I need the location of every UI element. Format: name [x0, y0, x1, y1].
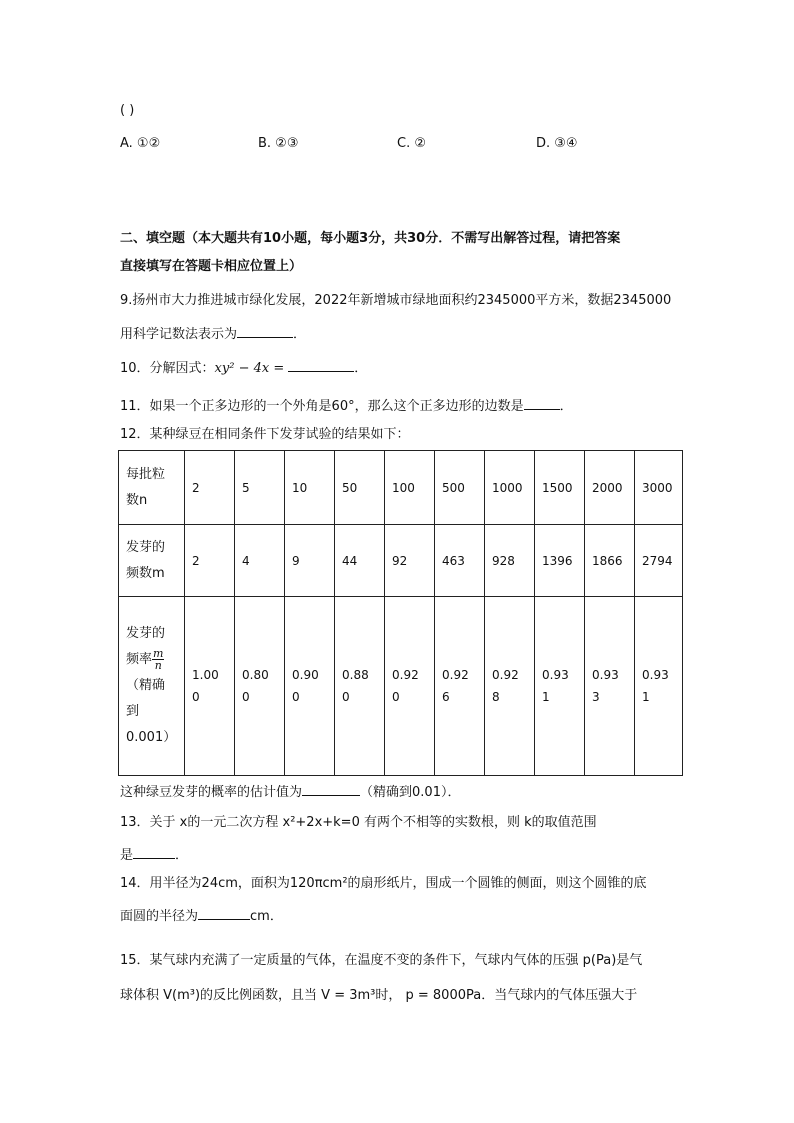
question-13-line2 — [120, 845, 188, 865]
table-cell: 3000 — [635, 451, 683, 525]
table-cell: 463 — [435, 525, 485, 597]
table-row-frequency — [119, 597, 683, 776]
fraction-denominator: n — [154, 659, 162, 672]
answer-blank — [288, 358, 354, 372]
table-row-m — [119, 525, 683, 597]
question-11-end: ． — [559, 399, 573, 414]
answer-blank — [302, 782, 360, 796]
table-cell: 2794 — [635, 525, 683, 597]
option-b: B. ②③ — [258, 136, 299, 151]
question-13-text: 是 — [120, 848, 134, 863]
table-cell: 44 — [335, 525, 385, 597]
table-cell: 1866 — [585, 525, 635, 597]
question-12-text: 这种绿豆发芽的概率的估计值为 — [120, 785, 303, 800]
table-cell — [235, 597, 285, 776]
cell-line: 0 — [192, 690, 200, 704]
cell-line: 0.93 — [592, 668, 619, 682]
table-cell — [285, 597, 335, 776]
table-cell: 92 — [385, 525, 435, 597]
question-15-line2: 球体积 V(m³)的反比例函数，且当 V = 3m³时， p = 8000Pa．当气球内的气体压强大于 — [120, 988, 638, 1003]
cell-line: 0.90 — [292, 668, 319, 682]
header-line: （精确 — [126, 678, 166, 693]
header-text: 频率 — [126, 652, 153, 667]
question-9-end: ． — [293, 327, 307, 342]
cell-line: 1 — [542, 690, 550, 704]
question-9-text: 用科学记数法表示为 — [120, 327, 238, 342]
cell-line: 0 — [392, 690, 400, 704]
cell-line: 0.80 — [242, 668, 269, 682]
question-13-end: ． — [175, 848, 189, 863]
table-cell — [635, 597, 683, 776]
question-11-text: 11．如果一个正多边形的一个外角是60°，那么这个正多边形的边数是 — [120, 399, 524, 414]
question-14-text: 面圆的半径为 — [120, 909, 199, 924]
cell-line: 0.93 — [642, 668, 669, 682]
question-8-bracket: ( ) — [120, 103, 135, 118]
table-cell: 1000 — [485, 451, 535, 525]
question-13-line1: 13．关于 x的一元二次方程 x²+2x+k=0 有两个不相等的实数根，则 k的取值范围 — [120, 815, 597, 830]
question-15-line1: 15．某气球内充满了一定质量的气体，在温度不变的条件下，气球内气体的压强 p(Pa)是气 — [120, 953, 643, 968]
answer-blank — [133, 845, 175, 859]
question-9-line2 — [120, 324, 306, 344]
cell-line: 0.92 — [492, 668, 519, 682]
answer-blank — [524, 396, 560, 410]
option-c: C. ② — [397, 136, 426, 151]
question-9-line1: 9.扬州市大力推进城市绿化发展，2022年新增城市绿地面积约2345000平方米，数据2345000 — [120, 293, 672, 308]
row-header-n: 每批粒数n — [119, 451, 185, 525]
table-cell: 500 — [435, 451, 485, 525]
fraction-numerator: m — [153, 647, 164, 660]
table-cell — [535, 597, 585, 776]
section-2-header-line1: 二、填空题（本大题共有10小题，每小题3分，共30分．不需写出解答过程，请把答案 — [120, 231, 621, 246]
cell-line: 0.92 — [442, 668, 469, 682]
question-12-conclusion — [120, 782, 460, 802]
question-10-text: 10．分解因式： — [120, 361, 215, 376]
table-cell: 2000 — [585, 451, 635, 525]
table-cell: 928 — [485, 525, 535, 597]
answer-blank — [237, 324, 293, 338]
table-cell: 10 — [285, 451, 335, 525]
table-cell — [185, 597, 235, 776]
germination-table — [118, 450, 683, 776]
cell-line: 0.88 — [342, 668, 369, 682]
option-a: A. ①② — [120, 136, 161, 151]
fraction-m-over-n — [152, 648, 164, 671]
header-line — [126, 647, 177, 673]
table-cell: 5 — [235, 451, 285, 525]
cell-line: 0 — [342, 690, 350, 704]
answer-blank — [198, 906, 250, 920]
question-12-end: （精确到0.01）． — [360, 785, 461, 800]
table-cell — [435, 597, 485, 776]
table-cell: 2 — [185, 525, 235, 597]
table-cell: 4 — [235, 525, 285, 597]
question-10-end: ． — [354, 361, 368, 376]
table-cell: 9 — [285, 525, 335, 597]
question-10 — [120, 358, 367, 378]
table-cell — [485, 597, 535, 776]
row-header-m: 发芽的频数m — [119, 525, 185, 597]
cell-line: 1 — [642, 690, 650, 704]
table-cell — [335, 597, 385, 776]
table-cell: 1396 — [535, 525, 585, 597]
cell-line: 1.00 — [192, 668, 219, 682]
question-12-intro: 12．某种绿豆在相同条件下发芽试验的结果如下： — [120, 427, 410, 442]
header-line: 发芽的 — [126, 626, 166, 641]
section-2-header-line2: 直接填写在答题卡相应位置上） — [120, 259, 303, 274]
cell-line: 0.93 — [542, 668, 569, 682]
cell-line: 0.92 — [392, 668, 419, 682]
table-row-n — [119, 451, 683, 525]
option-d: D. ③④ — [536, 136, 578, 151]
cell-line: 3 — [592, 690, 600, 704]
question-10-expression: xy² − 4x = — [214, 361, 285, 376]
cell-line: 6 — [442, 690, 450, 704]
cell-line: 8 — [492, 690, 500, 704]
cell-line: 0 — [292, 690, 300, 704]
table-cell: 1500 — [535, 451, 585, 525]
question-11 — [120, 396, 573, 416]
table-cell — [585, 597, 635, 776]
table-cell: 50 — [335, 451, 385, 525]
header-line: 0.001） — [126, 730, 177, 745]
question-14-end: cm． — [250, 909, 283, 924]
question-14-line1: 14．用半径为24cm，面积为120πcm²的扇形纸片，围成一个圆锥的侧面，则这个圆锥的底 — [120, 876, 647, 891]
cell-line: 0 — [242, 690, 250, 704]
question-14-line2 — [120, 906, 283, 926]
table-cell: 2 — [185, 451, 235, 525]
table-cell — [385, 597, 435, 776]
header-line: 到 — [126, 704, 140, 719]
row-header-frequency — [119, 597, 185, 776]
table-cell: 100 — [385, 451, 435, 525]
